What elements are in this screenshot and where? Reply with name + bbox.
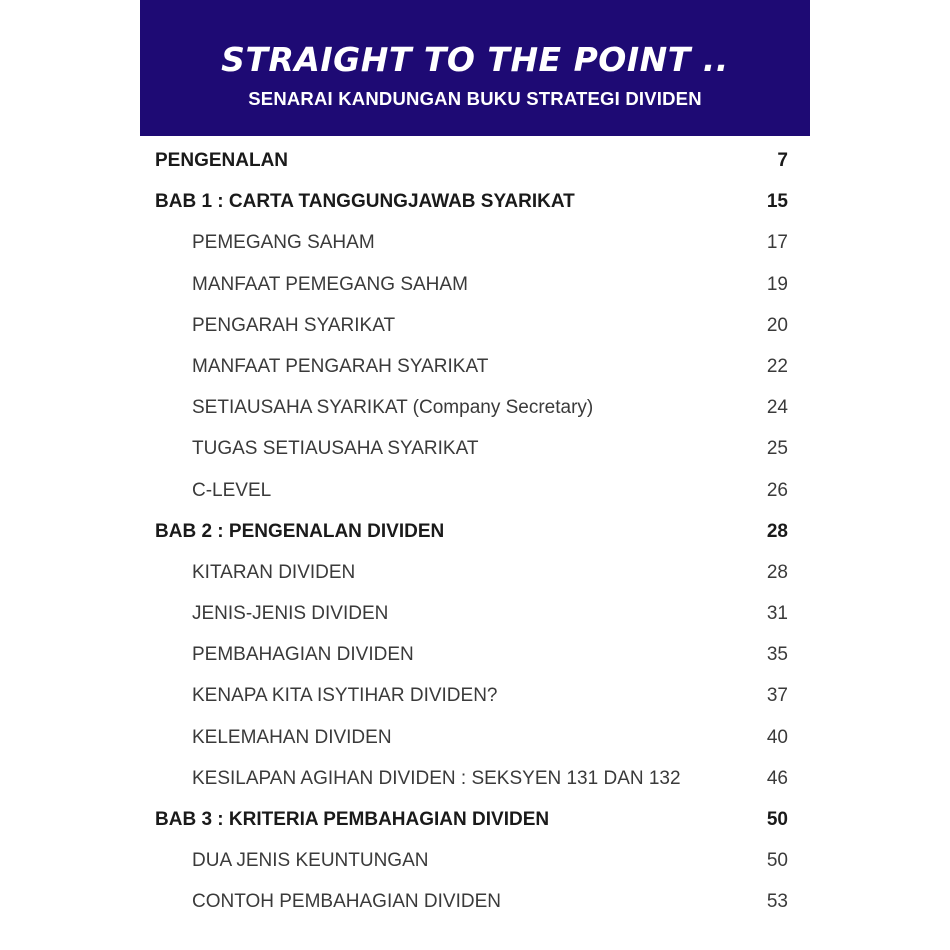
toc-entry-title: TUGAS SETIAUSAHA SYARIKAT [192, 438, 479, 460]
toc-entry [140, 265, 810, 306]
toc-entry [140, 306, 810, 347]
toc-entry-title: BAB 2 : PENGENALAN DIVIDEN [155, 520, 445, 542]
toc-entry-title: KELEMAHAN DIVIDEN [192, 726, 392, 748]
toc-entry-title: CONTOH PEMBAHAGIAN DIVIDEN [192, 891, 501, 913]
table-of-contents [140, 141, 810, 924]
toc-entry-title: MANFAAT PEMEGANG SAHAM [192, 273, 468, 295]
toc-entry-page: 22 [766, 355, 788, 377]
toc-entry [140, 882, 810, 923]
toc-entry-title: BAB 1 : CARTA TANGGUNGJAWAB SYARIKAT [155, 191, 575, 213]
toc-entry-page: 50 [766, 850, 788, 872]
toc-entry [140, 676, 810, 717]
toc-entry-page: 37 [766, 685, 788, 707]
toc-entry [140, 718, 810, 759]
toc-entry-page: 7 [777, 150, 788, 171]
toc-entry [140, 800, 810, 841]
toc-entry-title: SETIAUSAHA SYARIKAT (Company Secretary) [192, 397, 594, 419]
toc-entry [140, 635, 810, 676]
toc-entry-page: 31 [766, 603, 788, 625]
toc-entry-page: 28 [766, 520, 788, 542]
toc-entry-page: 35 [766, 644, 788, 666]
toc-entry-title: BAB 3 : KRITERIA PEMBAHAGIAN DIVIDEN [155, 809, 550, 830]
toc-entry-page: 17 [766, 232, 788, 254]
toc-entry-title: C-LEVEL [192, 479, 272, 501]
toc-entry [140, 759, 810, 800]
toc-entry-page: 24 [766, 397, 788, 419]
toc-entry-page: 53 [766, 891, 788, 913]
toc-entry [140, 841, 810, 882]
toc-entry-page: 40 [766, 726, 788, 748]
header-banner [140, 0, 810, 136]
toc-entry-title: DUA JENIS KEUNTUNGAN [192, 850, 429, 872]
toc-entry-page: 19 [766, 273, 788, 295]
toc-entry [140, 429, 810, 470]
toc-entry-title: KESILAPAN AGIHAN DIVIDEN : SEKSYEN 131 DAN 132 [192, 767, 681, 789]
toc-entry-title: PENGARAH SYARIKAT [192, 314, 396, 336]
toc-entry-page: 25 [766, 438, 788, 460]
page-subtitle: SENARAI KANDUNGAN BUKU STRATEGI DIVIDEN [248, 88, 702, 109]
toc-entry-page: 26 [766, 479, 788, 501]
toc-entry [140, 141, 810, 182]
toc-entry-title: JENIS-JENIS DIVIDEN [192, 603, 389, 625]
toc-entry-title: MANFAAT PENGARAH SYARIKAT [192, 355, 489, 377]
toc-entry [140, 594, 810, 635]
toc-entry-page: 46 [766, 767, 788, 789]
toc-entry-title: KITARAN DIVIDEN [192, 561, 356, 583]
toc-entry [140, 388, 810, 429]
toc-entry [140, 223, 810, 264]
toc-entry-page: 15 [766, 191, 788, 213]
toc-entry-page: 20 [766, 314, 788, 336]
toc-entry [140, 471, 810, 512]
page-title: STRAIGHT TO THE POINT .. [221, 40, 729, 79]
toc-entry-page: 50 [766, 809, 788, 830]
toc-entry-title: PENGENALAN [155, 150, 289, 171]
toc-entry-page: 28 [766, 561, 788, 583]
toc-entry-title: KENAPA KITA ISYTIHAR DIVIDEN? [192, 685, 498, 707]
toc-entry [140, 347, 810, 388]
toc-entry [140, 553, 810, 594]
toc-entry [140, 182, 810, 223]
toc-entry-title: PEMEGANG SAHAM [192, 232, 375, 254]
toc-entry-title: PEMBAHAGIAN DIVIDEN [192, 644, 414, 666]
toc-entry [140, 512, 810, 553]
